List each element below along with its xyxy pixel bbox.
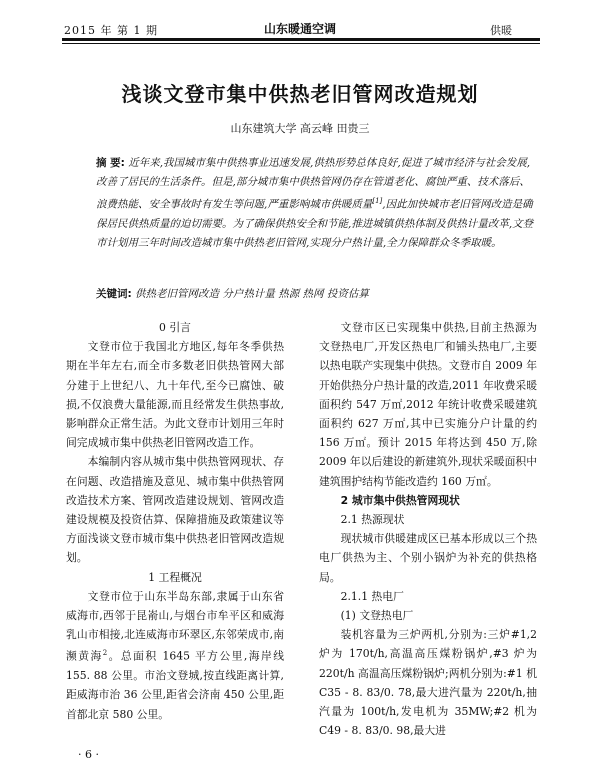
heat-source-paragraph: 现状城市供暖建成区已基本形成以三个热电厂供热为主、个别小锅炉为补充的供热格局。 xyxy=(319,532,537,584)
intro-paragraph-1: 文登市位于我国北方地区,每年冬季供热期在半年左右,而全市多数老旧供热管网大部分建于上世纪八、九十年代,至今已腐蚀、破损,不仅浪费大量能源,而且经常发生供热事故,影响群众正常生活。为此文登市计划用三年时间完成城市集中供热老旧管网改造工作。 xyxy=(66,340,284,450)
page-number: · 6 · xyxy=(78,748,99,761)
journal-issue: 2015 年 第 1 期 xyxy=(64,24,158,37)
overview-text-b: 。总面积 1645 平方公里,海岸线 155. 88 公里。市治文登城,按直线距离计算,距威海市治 36 公里,距省会济南 450 公里,距首都北京 580 公里。 xyxy=(66,650,284,721)
heading-power-plant: 2.1.1 热电厂 xyxy=(340,589,404,603)
heat-status-paragraph: 文登市区已实现集中供热,目前主热源为文登热电厂,开发区热电厂和铺头热电厂,主要以热电联产实现集中供热。文登市自 2009 年开始供热分户热计量的改造,2011 年收费采暖面积约 547 万㎡,2012 年统计收费采暖建筑面积约 627 万㎡,其中已实施分户计量的约 156 万㎡。预计 2015 年将达到 450 万,除 2009 年以后建设的新建筑外,现状采暖面积中建筑围护结构节能改造约 160 万㎡。 xyxy=(319,321,537,488)
heading-introduction: 0 引言 xyxy=(159,321,191,334)
section-label: 供暖 xyxy=(490,24,512,37)
right-column xyxy=(319,318,537,740)
heading-network-status: 2 城市集中供热管网现状 xyxy=(340,493,460,507)
article-authors: 山东建筑大学 高云峰 田贵三 xyxy=(230,122,370,135)
overview-ref: 2 xyxy=(102,649,108,658)
overview-paragraph xyxy=(66,587,284,724)
header-rule-thick xyxy=(62,38,540,41)
keywords-text: 供热老旧管网改造 分户热计量 热源 热网 投资估算 xyxy=(135,288,369,300)
abstract-text: 近年来,我国城市集中供热事业迅速发展,供热形势总体良好,促进了城市经济与社会发展,改善了居民的生活条件。但是,部分城市集中供热管网仍存在管道老化、腐蚀严重、技术落后、浪费热能、安全事故时有发生等问题,严重影响城市供暖质量 xyxy=(96,157,531,211)
overview-text-a: 文登市位于山东半岛东部,隶属于山东省威海市,西邻于昆嵛山,与烟台市牟平区和威海乳山市相接,北连威海市环翠区,东邻荣成市,南濒黄海 xyxy=(66,589,284,664)
heading-wendeng-plant: (1) 文登热电厂 xyxy=(340,609,414,623)
heading-project-overview: 1 工程概况 xyxy=(148,570,202,584)
intro-paragraph-2: 本编制内容从城市集中供热管网现状、存在问题、改造措施及意见、城市集中供热管网改造技术方案、管网改造建设规划、管网改造建设规模及投资估算、保障措施及政策建议等方面浅谈文登市城市集中供热老旧管网改造规划。 xyxy=(66,455,284,565)
article-title: 浅谈文登市集中供热老旧管网改造规划 xyxy=(121,82,479,106)
header-rule-thin xyxy=(62,43,540,44)
abstract xyxy=(96,154,534,253)
keywords-label: 关键词: xyxy=(96,288,132,300)
journal-name: 山东暖通空调 xyxy=(263,22,336,36)
plant-capacity-paragraph: 装机容量为三炉两机,分别为:三炉#1,2 炉为 170t/h,高温高压煤粉锅炉,#3 炉为 220t/h 高温高压煤粉锅炉;两机分别为:#1 机 C35 - 8. 83/0. 78,最大进汽量为 220t/h,抽汽量为 100t/h,发电机为 35MW;#2 机为 C49 - 8. 83/0. 98,最大进 xyxy=(319,628,537,738)
left-column xyxy=(66,318,284,724)
abstract-text-2: ,因此加快城市老旧管网改造是确保居民供热质量的迫切需要。为了确保供热安全和节能,推进城镇供热体制及供热计量改革,文登市计划用三年时间改造城市集中供热老旧管网,实现分户热计量,全力保障群众冬季取暖。 xyxy=(96,198,534,249)
abstract-ref: [1] xyxy=(372,197,383,205)
abstract-label: 摘 要: xyxy=(96,157,125,169)
keywords xyxy=(96,286,534,301)
heading-heat-source-status: 2.1 热源现状 xyxy=(340,513,405,527)
